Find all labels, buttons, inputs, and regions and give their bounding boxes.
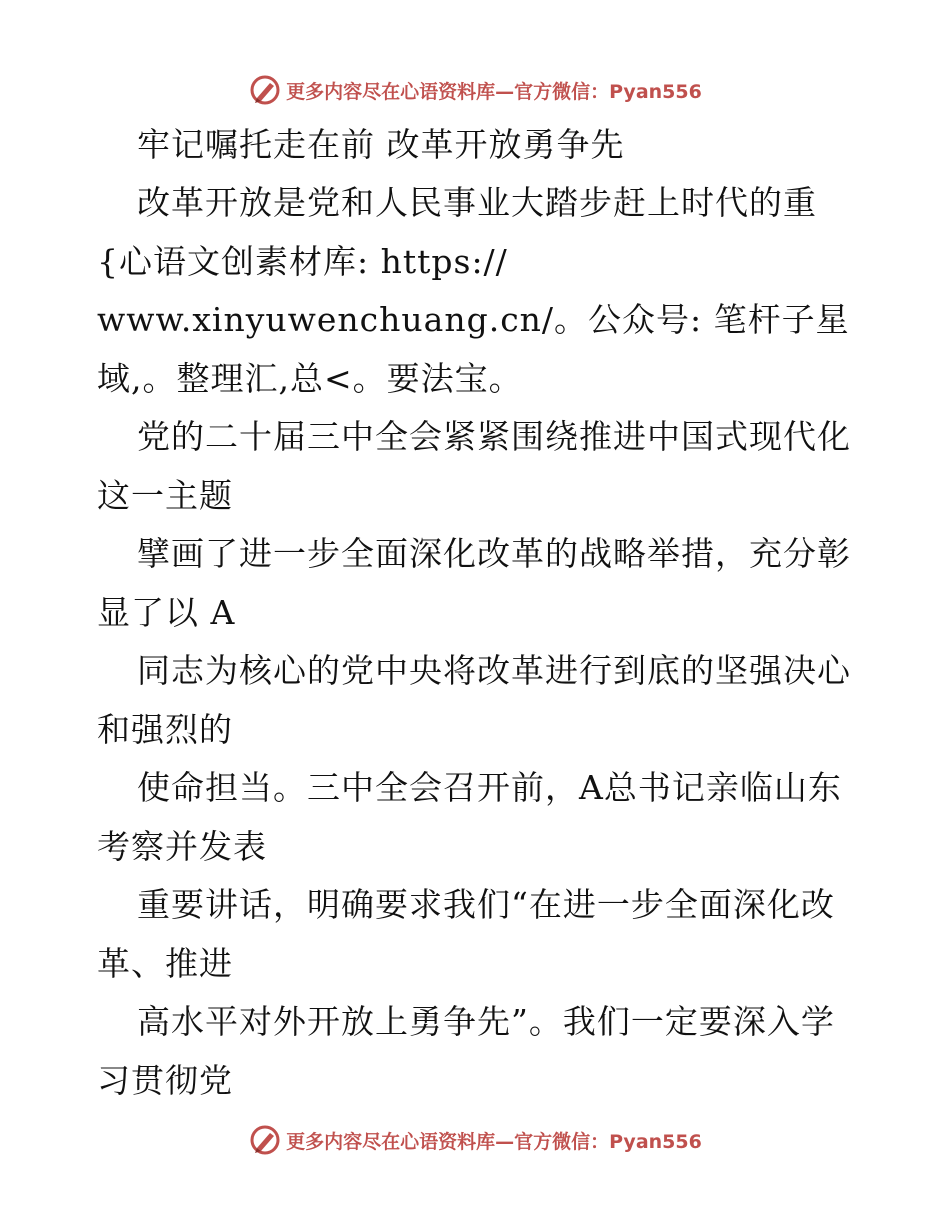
text-line: 重要讲话，明确要求我们“在进一步全面深化改	[137, 885, 835, 924]
text-line: 擘画了进一步全面深化改革的战略举措，充分彰	[137, 534, 851, 573]
text-line: 习贯彻党	[97, 1061, 233, 1100]
text-line: 同志为核心的党中央将改革进行到底的坚强决心	[137, 651, 851, 690]
text-line: 改革开放是党和人民事业大踏步赶上时代的重	[137, 183, 817, 222]
text-line: 考察并发表	[97, 827, 267, 866]
header-banner-text: 更多内容尽在心语资料库—官方微信：Pyan556	[286, 80, 702, 103]
text-line: 使命担当。三中全会召开前，A总书记亲临山东	[137, 768, 842, 807]
header-banner	[0, 70, 950, 110]
document-title: 牢记嘱托走在前 改革开放勇争先	[137, 125, 625, 164]
text-line: 革、推进	[97, 944, 233, 983]
text-line: 和强烈的	[97, 710, 233, 749]
text-line: 高水平对外开放上勇争先”。我们一定要深入学	[137, 1002, 835, 1041]
text-line: 显了以 A	[97, 593, 236, 632]
footer-banner	[0, 1120, 950, 1160]
text-line: 党的二十届三中全会紧紧围绕推进中国式现代化	[137, 417, 851, 456]
text-line: 这一主题	[97, 476, 233, 515]
pen-logo-icon	[248, 73, 282, 107]
text-line: 域,。整理汇,总<。要法宝。	[97, 359, 523, 398]
pen-logo-icon	[248, 1123, 282, 1157]
footer-banner-text: 更多内容尽在心语资料库—官方微信：Pyan556	[286, 1130, 702, 1153]
text-line: {心语文创素材库: https://	[97, 242, 508, 281]
text-line: www.xinyuwenchuang.cn/。公众号: 笔杆子星	[97, 300, 850, 339]
